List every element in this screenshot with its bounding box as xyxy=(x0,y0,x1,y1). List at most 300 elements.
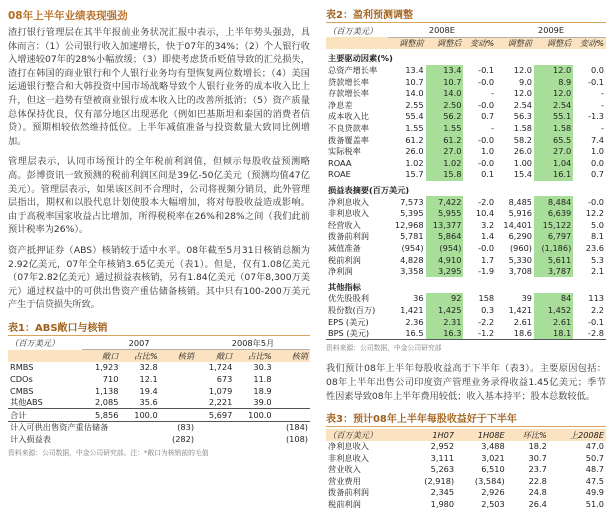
table-cell: 65.5 xyxy=(534,134,573,146)
col-header: 调整前 xyxy=(496,37,534,49)
table-row xyxy=(326,441,606,453)
table-cell xyxy=(160,362,196,374)
table-cell: - xyxy=(601,123,604,134)
table-title-bar xyxy=(326,410,606,427)
table-cell: 13,377 xyxy=(426,220,464,232)
table-cell xyxy=(160,397,196,409)
table-cell: 11.8 xyxy=(253,373,272,384)
table-cell: (960) xyxy=(509,242,533,253)
col-header: 上2008E xyxy=(549,429,606,441)
row-label: EPS (美元) xyxy=(328,316,369,327)
table-cell: 1.58 xyxy=(513,123,533,134)
table-cell: 39.0 xyxy=(253,397,272,408)
table-cell: 2.61 xyxy=(534,316,573,328)
table-cell: -0.0 xyxy=(478,157,495,168)
table-cell: 0.0 xyxy=(590,157,604,168)
table-cell: 10.4 xyxy=(475,208,495,219)
table-cell: 5,916 xyxy=(508,208,533,219)
table-row xyxy=(326,266,606,278)
row-label: 非利息收入 xyxy=(328,208,369,219)
row-label: 税前利润 xyxy=(328,499,361,510)
row-label: 实际税率 xyxy=(328,146,361,157)
table-row xyxy=(8,362,310,374)
table-cell: (83) xyxy=(177,422,195,433)
row-label: CMBS xyxy=(10,385,34,396)
table-cell: -0.0 xyxy=(588,196,604,207)
table-cell: -0.0 xyxy=(478,242,495,253)
row-label: 拨备覆盖率 xyxy=(328,134,369,145)
table-cell: 1,425 xyxy=(426,305,464,317)
col-header: 调整后 xyxy=(426,37,464,49)
section-label: 主要驱动因素(%) xyxy=(328,53,393,64)
table-cell: 2.55 xyxy=(405,99,424,110)
section-label: 其他指标 xyxy=(328,281,361,292)
table-cell: 12.0 xyxy=(513,88,533,99)
table-cell: - xyxy=(601,88,604,99)
table-cell: 12,968 xyxy=(394,219,424,230)
row-label: 非利息收入 xyxy=(328,452,369,463)
table-cell: 7,573 xyxy=(400,196,424,207)
table-cell: -1.3 xyxy=(588,111,604,122)
group-header: 2008E xyxy=(388,25,496,37)
section-title: 08年上半年业绩表现强劲 xyxy=(8,10,128,22)
table-cell: (184) xyxy=(285,422,308,433)
table-cell: 1,421 xyxy=(508,304,533,315)
table-cell: 18.2 xyxy=(528,441,547,452)
table-cell: 15.7 xyxy=(405,169,424,180)
table-row xyxy=(326,231,606,243)
table-row xyxy=(8,422,310,434)
table-cell: 0.1 xyxy=(481,169,495,180)
table-title: 表2：盈利预测调整 xyxy=(326,10,413,21)
table-cell: 16.1 xyxy=(534,169,573,181)
table-cell: 14.0 xyxy=(405,88,424,99)
col-header: 敞口 xyxy=(196,350,234,362)
table-cell xyxy=(160,409,196,422)
col-header: 变动% xyxy=(573,37,606,49)
table-cell: 55.1 xyxy=(534,111,573,123)
table-row xyxy=(326,328,606,340)
table-cell: 6,797 xyxy=(534,231,573,243)
table-cell: 5,263 xyxy=(430,464,455,475)
table-cell: 27.0 xyxy=(426,146,464,158)
table-cell: 30.7 xyxy=(528,452,547,463)
row-label: 减值准备 xyxy=(328,242,361,253)
table-cell: 3,111 xyxy=(430,452,455,463)
table-cell: 8.9 xyxy=(534,76,573,88)
col-header: 变动% xyxy=(463,37,496,49)
table-cell: 2.2 xyxy=(590,304,604,315)
table-cell: 2.36 xyxy=(405,316,424,327)
table-row xyxy=(326,123,606,135)
table-cell: 23.7 xyxy=(528,464,547,475)
table-row xyxy=(326,146,606,158)
table-row xyxy=(326,452,606,464)
col-header: 调整后 xyxy=(534,37,573,49)
table-cell: (2,918) xyxy=(424,475,455,486)
table-cell: 47.5 xyxy=(585,475,604,486)
table-cell xyxy=(274,385,310,397)
table-cell: 5,697 xyxy=(196,409,234,422)
col-header: 占比% xyxy=(234,350,273,362)
table-cell: 9.0 xyxy=(518,76,533,87)
row-label: RMBS xyxy=(10,362,34,373)
table-row xyxy=(326,76,606,88)
table-cell: 12.0 xyxy=(513,65,533,76)
table-cell: 18.9 xyxy=(253,385,272,396)
row-label: 合计 xyxy=(8,409,82,422)
table-cell: 27.0 xyxy=(534,146,573,158)
table-cell: 1.04 xyxy=(534,158,573,170)
table-cell: 26.0 xyxy=(513,146,533,157)
table-cell: 2.50 xyxy=(426,100,464,112)
table-cell: 49.9 xyxy=(585,487,604,498)
row-label: 存款增长率 xyxy=(328,88,369,99)
table-2 xyxy=(326,6,606,352)
table-row xyxy=(326,293,606,305)
table-cell: 0.3 xyxy=(481,304,495,315)
table-cell: 2.31 xyxy=(426,316,464,328)
row-label: 成本收入比 xyxy=(328,111,369,122)
table-row xyxy=(326,305,606,317)
table-cell: -2.0 xyxy=(478,196,495,207)
table-cell: 6,639 xyxy=(534,208,573,220)
row-label: CDOs xyxy=(10,373,33,384)
table-cell: 5,781 xyxy=(400,231,424,242)
table-cell: 2,952 xyxy=(430,441,455,452)
table-cell xyxy=(160,385,196,397)
col-header: 调整前 xyxy=(388,37,426,49)
table-cell: 10.7 xyxy=(405,76,424,87)
table-cell: 113 xyxy=(588,293,604,304)
table-cell: -0.0 xyxy=(478,99,495,110)
table-cell: 16.5 xyxy=(388,328,426,340)
table-cell: 2.1 xyxy=(590,266,604,277)
table-row xyxy=(326,476,606,488)
table-cell: 0.7 xyxy=(590,169,604,180)
table-cell xyxy=(160,374,196,386)
row-label: ROAA xyxy=(328,157,352,168)
row-label: 总资产增长率 xyxy=(328,65,378,76)
table-row xyxy=(8,397,310,409)
paragraph: 我们预计08年上半年每股收益高于下半年（表3）。主要原因包括：08年上半年出售公司印度资产管理业务录得收益1.45亿美元；季节性因素导致08年上半年费用较低；收入基本持平；股本总数较低。 xyxy=(326,363,606,402)
table-cell: 47.0 xyxy=(585,441,604,452)
table-cell: (3,584) xyxy=(474,475,505,486)
table-row xyxy=(326,254,606,266)
table-cell: 10.7 xyxy=(426,76,464,88)
table-cell: 158 xyxy=(478,293,495,304)
table-cell xyxy=(274,374,310,386)
table-row xyxy=(326,499,606,511)
row-label: 净息差 xyxy=(328,99,353,110)
table-cell: 1,138 xyxy=(94,385,119,396)
table-row xyxy=(326,243,606,255)
table-cell: 51.0 xyxy=(585,499,604,510)
table-row xyxy=(326,316,606,328)
table-cell: 3.2 xyxy=(481,219,495,230)
table-cell: 2,221 xyxy=(208,397,233,408)
col-header: 核销 xyxy=(274,350,310,362)
abs-table xyxy=(8,338,310,445)
table-cell: 5,395 xyxy=(400,208,424,219)
table-cell: 12.2 xyxy=(585,208,604,219)
table-row xyxy=(326,158,606,170)
table-cell: 15.8 xyxy=(426,169,464,181)
table-cell xyxy=(274,362,310,374)
table-cell: 3,787 xyxy=(534,266,573,278)
row-label: 不良贷款率 xyxy=(328,123,369,134)
table-cell: 12.0 xyxy=(534,65,573,77)
table-cell: -2.2 xyxy=(478,316,495,327)
unit-label: （百万美元） xyxy=(10,338,60,349)
table-cell: 7,422 xyxy=(426,196,464,208)
table-source: 资料来源：公司数据，中金公司研究部。注：*敞口为核销前的毛值 xyxy=(8,449,209,458)
table-row xyxy=(326,464,606,476)
row-label: BPS (美元) xyxy=(326,328,388,340)
table-cell: 30.3 xyxy=(253,362,272,373)
table-row xyxy=(8,409,310,422)
table-cell xyxy=(196,422,274,434)
table-cell: 710 xyxy=(102,373,119,384)
table-cell: 8.1 xyxy=(590,231,604,242)
table-cell: 2,345 xyxy=(430,487,455,498)
table-cell: 100.0 xyxy=(234,409,273,422)
table-cell: (954) xyxy=(426,243,464,255)
table-cell: 2,503 xyxy=(481,499,505,510)
table-cell: -1.9 xyxy=(478,266,495,277)
row-label: 其他ABS xyxy=(10,397,43,408)
table-cell: 56.2 xyxy=(426,111,464,123)
table-cell: 48.7 xyxy=(585,464,604,475)
table-row xyxy=(326,100,606,112)
table-cell: (1,186) xyxy=(534,243,573,255)
table-cell: 0.0 xyxy=(590,65,604,76)
table-cell: 61.2 xyxy=(405,134,424,145)
table-cell: -0.1 xyxy=(478,65,495,76)
left-column xyxy=(8,6,310,457)
table-cell: 26.4 xyxy=(528,499,547,510)
table-cell: 4,828 xyxy=(400,254,424,265)
table-cell: 3,295 xyxy=(426,266,464,278)
table-row xyxy=(326,487,606,499)
table-cell: 5.3 xyxy=(590,254,604,265)
table-row xyxy=(326,134,606,146)
paragraph: 渣打银行管理层在其半年报前业务状况汇报中表示，上半年势头强劲，具体而言：（1）公司银行收入加速增长，快于07年的34%；（2）个人银行收入增速较07年的28%小幅放缓；（3）即使考虑货币贬值导致的汇兑损失，渣打在韩国的商业银行和个人银行业务均有望恢复两位数增长；（4）美国运通银行整合和大韩投资中国市场战略导致个人银行业务的成本收入比上升，但这一趋势有望被商业银行成本收入比的改善所抵消；（5）资产质量总体保持优良，仅有部分地区出现恶化（例如巴基斯坦和泰国的消费者信贷）。预期相较依然维持低位。上半年减值准备与投资数量大致同比例增加。 xyxy=(8,27,310,147)
table-cell: (108) xyxy=(285,433,308,444)
table-cell: -0.0 xyxy=(478,134,495,145)
table-cell: 12.0 xyxy=(534,88,573,100)
table-cell: 7.4 xyxy=(590,134,604,145)
table-row xyxy=(326,208,606,220)
table-cell: -0.1 xyxy=(588,76,604,87)
table-cell: 1.55 xyxy=(426,123,464,135)
row-label: 税前利润 xyxy=(328,254,361,265)
table-cell: 84 xyxy=(534,293,573,305)
table-cell: 26.0 xyxy=(405,146,424,157)
col-header: 环比% xyxy=(507,429,549,441)
row-label: 计入损益表 xyxy=(10,433,51,444)
table-cell: 19.4 xyxy=(139,385,158,396)
section-row xyxy=(326,277,606,293)
group-header: 2007 xyxy=(82,338,196,350)
table-title-bar xyxy=(326,6,606,23)
table-cell: 5,856 xyxy=(82,409,120,422)
table-cell: 13.4 xyxy=(405,65,424,76)
table-cell: 23.6 xyxy=(585,242,604,253)
table-cell: 61.2 xyxy=(426,134,464,146)
table-cell: 5,955 xyxy=(426,208,464,220)
row-label: 股份数(百万) xyxy=(328,304,376,315)
table-cell: 1,923 xyxy=(94,362,119,373)
table-cell: 6,290 xyxy=(508,231,533,242)
table-cell: 22.8 xyxy=(528,475,547,486)
unit-label: （百万美元） xyxy=(326,429,406,441)
table-row xyxy=(8,434,310,446)
table-cell: 0.7 xyxy=(481,111,495,122)
table-cell: 2,926 xyxy=(481,487,505,498)
table-row xyxy=(326,88,606,100)
table-cell: 1.0 xyxy=(590,146,604,157)
table-cell: 1,980 xyxy=(430,499,455,510)
col-header: 1H08E xyxy=(456,429,507,441)
table-cell: 14.0 xyxy=(426,88,464,100)
table-cell: 1.02 xyxy=(405,157,424,168)
table-cell: -2.8 xyxy=(573,328,606,340)
table-cell: (954) xyxy=(401,242,424,253)
col-header: 1H07 xyxy=(406,429,457,441)
table-row xyxy=(8,385,310,397)
table-cell: 1.00 xyxy=(513,157,533,168)
table-cell: 15.4 xyxy=(513,169,533,180)
table-cell: 18.6 xyxy=(496,328,534,340)
table-cell: 6,510 xyxy=(481,464,505,475)
table-cell: 56.3 xyxy=(513,111,533,122)
half-year-table xyxy=(326,429,606,510)
row-label: 优先股股利 xyxy=(328,293,369,304)
table-cell: 32.8 xyxy=(139,362,158,373)
table-cell: -0.0 xyxy=(478,76,495,87)
table-cell: 2.54 xyxy=(513,99,533,110)
forecast-table xyxy=(326,25,606,340)
row-label: 经营收入 xyxy=(328,219,361,230)
row-label: ROAE xyxy=(328,169,351,180)
table-cell: 8,485 xyxy=(508,196,533,207)
table-row xyxy=(326,111,606,123)
table-cell xyxy=(274,409,310,422)
table-cell: 2.61 xyxy=(513,316,533,327)
table-cell: 2.54 xyxy=(534,100,573,112)
table-cell: 55.4 xyxy=(405,111,424,122)
table-cell xyxy=(196,434,274,446)
table-cell: 5,330 xyxy=(508,254,533,265)
table-cell: 35.6 xyxy=(139,397,158,408)
table-cell: - xyxy=(491,123,495,134)
table-cell: 5,611 xyxy=(534,254,573,266)
table-cell: 58.2 xyxy=(513,134,533,145)
right-column xyxy=(326,6,606,510)
table-cell: - xyxy=(601,99,604,110)
table-cell: 5.0 xyxy=(590,219,604,230)
table-cell: 1,079 xyxy=(208,385,233,396)
unit-label: （百万美元） xyxy=(328,25,378,36)
table-cell: 5,864 xyxy=(426,231,464,243)
row-label: 净利息收入 xyxy=(328,196,369,207)
table-cell: 12.1 xyxy=(139,373,158,384)
table-cell: 3,708 xyxy=(508,266,533,277)
paragraph: 管理层表示，认同市场预计的全年税前利润值，但倾示每股收益预测略高。彭博资讯一致预测的税前利润区间是39亿-50亿美元（预测均值47亿美元）。管理层表示，如果该区间不合理时，公司将视频分销员，此外管理层指出，期权和以股代息计划使股本大幅增加，将对每股收益造成影响。由于高税率国家收益占比增加，所得税税率在26%和28%之间（我们此前预计税率为26%）。 xyxy=(8,156,310,236)
table-row xyxy=(326,196,606,208)
table-cell: 36 xyxy=(413,293,424,304)
row-label: 拨备前利润 xyxy=(328,487,369,498)
table-cell: 92 xyxy=(426,293,464,305)
table-cell: 14,401 xyxy=(503,219,533,230)
table-cell: 673 xyxy=(216,373,233,384)
table-cell: -1.2 xyxy=(463,328,496,340)
table-cell: 1.58 xyxy=(534,123,573,135)
table-cell: 3,021 xyxy=(481,452,505,463)
table-1 xyxy=(8,319,310,457)
table-cell: 18.1 xyxy=(534,328,573,340)
table-cell: 3,358 xyxy=(400,266,424,277)
table-cell: 15,122 xyxy=(534,220,573,232)
table-row xyxy=(8,374,310,386)
table-row xyxy=(326,169,606,181)
table-title-bar xyxy=(8,319,310,336)
paragraph: 资产抵押证券（ABS）核销较于适中水平。08年截至5月31日核销总额为2.92亿美元，07年全年核销3.65亿美元（表1）。但是，仅有1.08亿美元（07年2.82亿美元）通过损益表核销，另有1.84亿美元（07年8,300万美元）通过权益中的可供出售资产重估储备核销。其中只有100-200万美元产生于信贷损失所致。 xyxy=(8,244,310,311)
row-label: 拨备前利润 xyxy=(328,231,369,242)
row-label: 净利息收入 xyxy=(328,441,369,452)
table-row xyxy=(326,220,606,232)
row-label: 计入可供出售资产重估储备 xyxy=(10,422,109,433)
table-cell: 16.3 xyxy=(426,328,464,340)
row-label: 贷款增长率 xyxy=(328,76,369,87)
section-row xyxy=(326,49,606,65)
table-cell xyxy=(274,397,310,409)
table-cell: 13.4 xyxy=(426,65,464,77)
col-header: 敞口 xyxy=(82,350,120,362)
group-header: 2008年5月 xyxy=(196,338,310,350)
table-cell: 39 xyxy=(521,293,533,304)
table-title: 表1：ABS敞口与核销 xyxy=(8,322,108,334)
table-cell: 100.0 xyxy=(120,409,159,422)
table-cell: 1,452 xyxy=(534,305,573,317)
col-header: 占比% xyxy=(120,350,159,362)
table-cell: 24.8 xyxy=(528,487,547,498)
table-row xyxy=(326,65,606,77)
table-cell: 1.4 xyxy=(481,231,495,242)
table-source: 资料来源：公司数据，中金公司研究部 xyxy=(326,344,442,353)
table-cell: 1,724 xyxy=(208,362,233,373)
table-cell: -0.1 xyxy=(588,316,604,327)
table-cell: 1.0 xyxy=(481,146,495,157)
table-cell: 1.55 xyxy=(405,123,424,134)
row-label: 营业费用 xyxy=(328,475,361,486)
group-header: 2009E xyxy=(496,25,606,37)
section-label: 损益表摘要(百万美元) xyxy=(328,185,410,196)
table-cell: 2,085 xyxy=(94,397,119,408)
row-label: 净利润 xyxy=(328,266,353,277)
col-header: 核销 xyxy=(160,350,196,362)
table-cell: - xyxy=(491,88,495,99)
table-cell: 8,484 xyxy=(534,196,573,208)
table-3 xyxy=(326,410,606,510)
section-row xyxy=(326,181,606,197)
table-cell: 1.02 xyxy=(426,158,464,170)
table-cell: 4,910 xyxy=(426,254,464,266)
row-label: 营业收入 xyxy=(328,464,361,475)
table-cell: 50.7 xyxy=(585,452,604,463)
table-title: 表3：预计08年上半年每股收益好于下半年 xyxy=(326,414,517,426)
